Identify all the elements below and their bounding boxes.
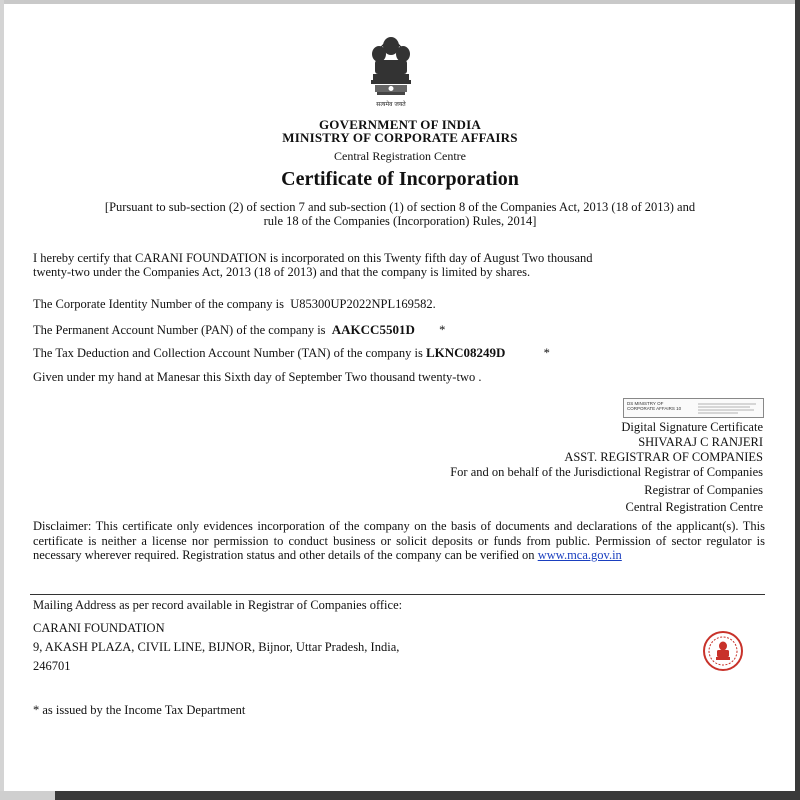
subtitle-line-1: [Pursuant to sub-section (2) of section 7 and sub-section (1) of section 8 of the Companies Act, 2013 (18 of 2013) and	[104, 200, 696, 214]
registrar-label: Registrar of Companies	[644, 483, 763, 497]
pan-label: The Permanent Account Number (PAN) of the company is	[33, 323, 326, 337]
mailing-heading: Mailing Address as per record available in Registrar of Companies office:	[33, 598, 403, 612]
mailing-address-line-1: 9, AKASH PLAZA, CIVIL LINE, BIJNOR, Bijnor, Uttar Pradesh, India,	[33, 640, 400, 654]
mailing-address-line-2: 246701	[33, 659, 71, 673]
subtitle-line-2: rule 18 of the Companies (Incorporation) Rules, 2014]	[263, 214, 537, 228]
given-under-hand: Given under my hand at Manesar this Sixth day of September Two thousand twenty-two .	[33, 370, 482, 384]
tan-label: The Tax Deduction and Collection Account Number (TAN) of the company is	[33, 346, 423, 360]
emblem-motto: सत्यमेव जयते	[376, 101, 406, 108]
certify-line-1: I hereby certify that CARANI FOUNDATION is incorporated on this Twenty fifth day of August Two thousand	[33, 251, 593, 265]
section-divider	[30, 594, 765, 595]
pan-value: AAKCC5501D	[331, 322, 415, 337]
cin-statement	[33, 297, 436, 312]
disclaimer	[33, 519, 765, 563]
tan-statement	[33, 345, 550, 361]
tan-asterisk: *	[543, 346, 550, 360]
window-frame-bottom	[55, 791, 800, 800]
on-behalf-of: For and on behalf of the Jurisdictional Registrar of Companies	[450, 465, 763, 479]
signature-stamp-lines-icon	[698, 402, 758, 414]
pan-statement	[33, 322, 445, 338]
government-heading: GOVERNMENT OF INDIA	[319, 117, 481, 132]
tan-value: LKNC08249D	[425, 345, 506, 360]
national-emblem-icon	[361, 30, 421, 112]
disclaimer-text: Disclaimer: This certificate only evidences incorporation of the company on the basis of documents and declarations of the applicant(s). This certificate is neither a license nor permission to conduct business or solicit deposits or funds from public. Permission of sector regulator is necessary wherever required. Registration status and other details of the company can be verified on	[33, 519, 765, 562]
cin-label: The Corporate Identity Number of the company is	[33, 297, 284, 311]
certify-line-2: twenty-two under the Companies Act, 2013 (18 of 2013) and that the company is limited by shares.	[33, 265, 531, 279]
certificate-title: Certificate of Incorporation	[281, 168, 519, 190]
ministry-heading: MINISTRY OF CORPORATE AFFAIRS	[282, 130, 518, 145]
signatory-name: SHIVARAJ C RANJERI	[638, 435, 763, 449]
footnote: * as issued by the Income Tax Department	[33, 703, 246, 717]
signatory-designation: ASST. REGISTRAR OF COMPANIES	[564, 450, 763, 464]
registration-centre-label: Central Registration Centre	[625, 500, 763, 514]
mailing-company: CARANI FOUNDATION	[33, 621, 165, 635]
window-frame-top	[0, 0, 800, 4]
official-seal-icon	[702, 630, 744, 672]
pan-asterisk: *	[439, 323, 446, 337]
mca-website-link[interactable]: www.mca.gov.in	[537, 548, 622, 562]
window-frame-corner	[0, 791, 55, 800]
digital-signature-label: Digital Signature Certificate	[621, 420, 763, 434]
cin-value: U85300UP2022NPL169582.	[290, 297, 436, 311]
registration-centre-heading: Central Registration Centre	[334, 149, 466, 163]
digital-signature-stamp	[623, 398, 764, 418]
signature-stamp-text: DS MINISTRY OF CORPORATE AFFAIRS 10	[627, 401, 682, 411]
certificate-subtitle	[30, 200, 770, 228]
